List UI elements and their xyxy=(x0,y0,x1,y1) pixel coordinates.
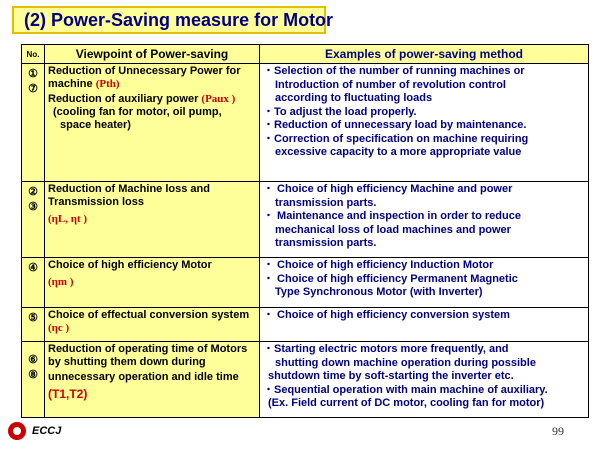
viewpoint-cell xyxy=(45,182,260,258)
example-line: (Ex. Field current of DC motor, cooling fan for motor) xyxy=(268,397,545,409)
viewpoint-text: (cooling fan for motor, oil pump, xyxy=(53,106,222,118)
viewpoint-text: Reduction of operating time of Motors by shutting them down during xyxy=(48,343,248,368)
example-line: ・Reduction of unnecessary load by maintenance. xyxy=(263,119,527,131)
example-line: ・ Choice of high efficiency conversion system xyxy=(263,309,510,321)
example-line: shutdown time by soft-starting the inverter etc. xyxy=(268,370,514,382)
power-saving-table xyxy=(21,44,589,418)
row-number-item: ④ xyxy=(28,262,38,274)
viewpoint-text: Choice of high efficiency Motor xyxy=(48,259,212,271)
example-line: shutting down machine operation during possible xyxy=(275,356,536,369)
viewpoint-text: Choice of effectual conversion system xyxy=(48,309,250,321)
table-row xyxy=(22,308,589,342)
row-number-item: ⑥ xyxy=(28,354,38,366)
examples-cell xyxy=(260,342,589,418)
row-number xyxy=(22,258,45,308)
row-number xyxy=(22,182,45,258)
row-number-item: ⑤ xyxy=(28,312,38,324)
header-examples: Examples of power-saving method xyxy=(260,45,589,64)
table-row xyxy=(22,258,589,308)
viewpoint-cell xyxy=(45,308,260,342)
example-line: excessive capacity to a more appropriate value xyxy=(275,146,522,158)
logo-text: ECCJ xyxy=(32,425,62,437)
page-title: (2) Power-Saving measure for Motor xyxy=(12,6,326,34)
row-number xyxy=(22,308,45,342)
viewpoint-cell xyxy=(45,342,260,418)
examples-cell xyxy=(260,258,589,308)
eccj-logo-icon xyxy=(8,422,26,440)
example-line: mechanical loss of load machines and power xyxy=(275,223,511,236)
eccj-logo xyxy=(8,422,61,440)
table-header-row xyxy=(22,45,589,64)
example-line: ・Starting electric motors more frequently, and xyxy=(263,343,509,355)
row-number-item: ③ xyxy=(28,201,38,213)
example-line: ・ Choice of high efficiency Induction Motor xyxy=(263,259,494,271)
example-line: ・Sequential operation with main machine of auxiliary. xyxy=(263,383,548,396)
viewpoint-text: Reduction of Machine loss and Transmission loss xyxy=(48,183,210,208)
example-line: ・ Maintenance and inspection in order to reduce xyxy=(263,210,521,222)
example-line: transmission parts. xyxy=(275,237,377,249)
viewpoint-text: space heater) xyxy=(60,119,131,131)
viewpoint-text: Reduction of Unnecessary Power for machine xyxy=(48,65,241,90)
row-number-item: ② xyxy=(28,186,38,198)
example-line: ・Selection of the number of running machines or xyxy=(263,65,525,77)
example-line: ・ Choice of high efficiency Machine and power xyxy=(263,183,513,195)
symbol-label: (ηm ) xyxy=(48,276,74,288)
example-line: according to fluctuating loads xyxy=(275,92,433,104)
table-row xyxy=(22,182,589,258)
row-number xyxy=(22,342,45,418)
symbol-label: (Pth) xyxy=(95,78,120,90)
header-no: No. xyxy=(22,45,45,64)
page-number: 99 xyxy=(552,424,564,438)
symbol-label: (ηL, ηt ) xyxy=(48,213,88,225)
examples-cell xyxy=(260,182,589,258)
symbol-label: (T1,T2) xyxy=(48,387,88,401)
example-line: Introduction of number of revolution control xyxy=(275,78,506,91)
row-number-item: ⑦ xyxy=(28,83,38,95)
symbol-label: (ηc ) xyxy=(48,322,70,334)
header-viewpoint: Viewpoint of Power-saving xyxy=(45,45,260,64)
viewpoint-text: unnecessary operation and idle time xyxy=(48,371,239,383)
table-row xyxy=(22,64,589,182)
table-row xyxy=(22,342,589,418)
example-line: ・ Choice of high efficiency Permanent Magnetic xyxy=(263,272,518,285)
symbol-label: (Paux ) xyxy=(201,93,236,105)
example-line: ・To adjust the load properly. xyxy=(263,105,417,118)
examples-cell xyxy=(260,308,589,342)
viewpoint-text: Reduction of auxiliary power xyxy=(48,93,199,105)
row-number xyxy=(22,64,45,182)
row-number-item: ⑧ xyxy=(28,369,38,381)
viewpoint-cell xyxy=(45,64,260,182)
example-line: Type Synchronous Motor (with Inverter) xyxy=(275,286,483,298)
example-line: ・Correction of specification on machine requiring xyxy=(263,132,529,145)
viewpoint-cell xyxy=(45,258,260,308)
example-line: transmission parts. xyxy=(275,196,377,209)
row-number-item: ① xyxy=(28,68,38,80)
examples-cell xyxy=(260,64,589,182)
